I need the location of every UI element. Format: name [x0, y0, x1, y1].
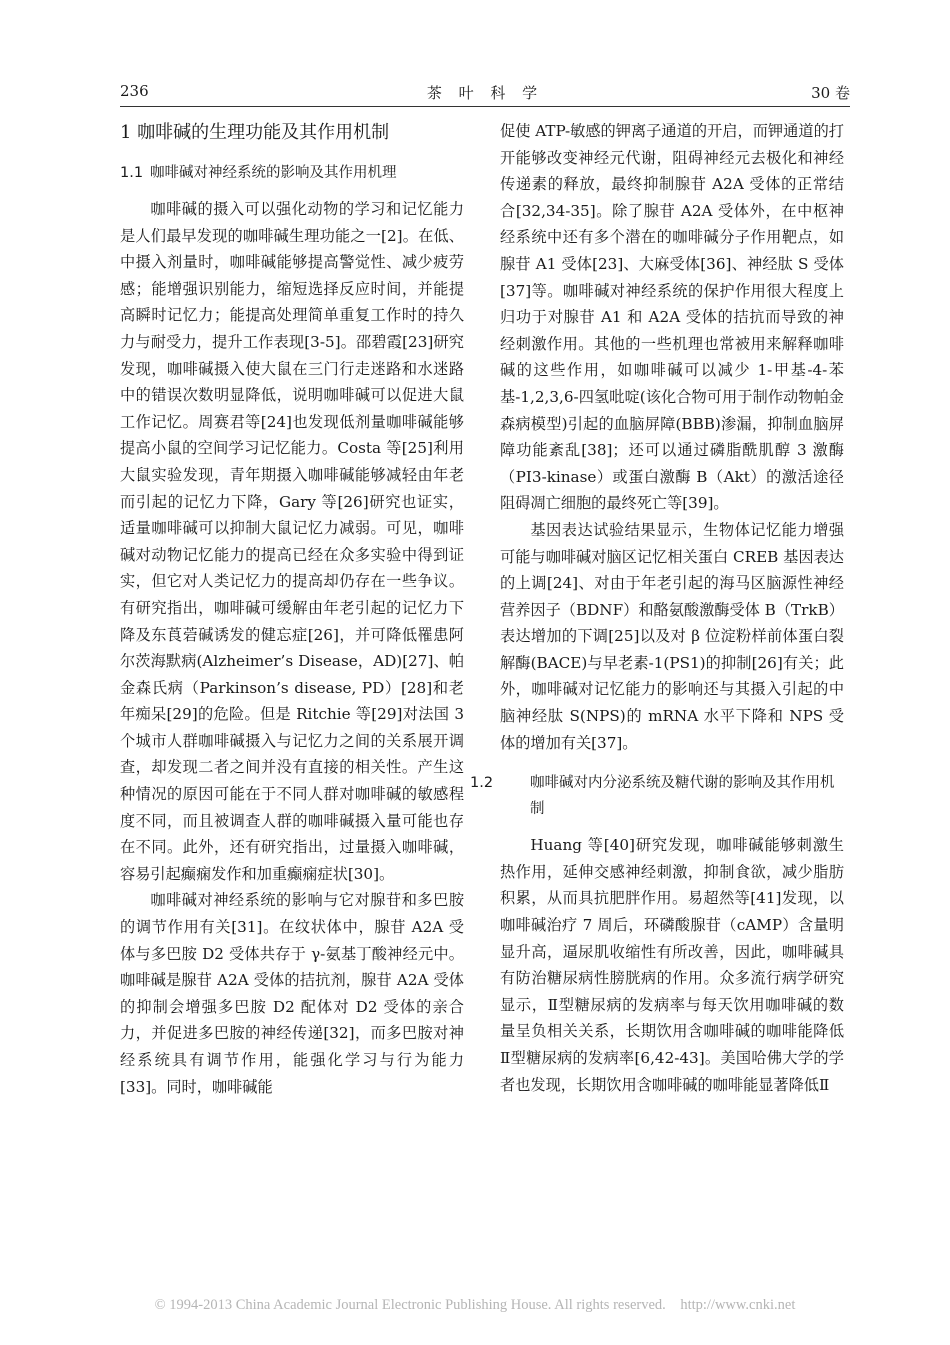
left-column: [120, 118, 464, 1100]
subsection-number: 1.1: [120, 165, 144, 181]
subsection-title: 咖啡碱对神经系统的影响及其作用机理: [150, 165, 397, 181]
subsection-number: 1.2: [470, 775, 494, 792]
paragraph: 咖啡碱的摄入可以强化动物的学习和记忆能力是人们最早发现的咖啡碱生理功能之一[2]。在低、中摄入剂量时，咖啡碱能够提高警觉性、减少疲劳感；能增强识别能力，缩短选择反应时间，并能提高瞬时记忆力；能提高处理简单重复工作时的持久力与耐受力，提升工作表现[3-5]。邵碧霞[23]研究发现，咖啡碱摄入使大鼠在三门行走迷路和水迷路中的错误次数明显降低，说明咖啡碱可以促进大鼠工作记忆。周赛君等[24]也发现低剂量咖啡碱能够提高小鼠的空间学习记忆能力。Costa 等[25]利用大鼠实验发现，青年期摄入咖啡碱能够减轻由年老而引起的记忆力下降，Gary 等[26]研究也证实，适量咖啡碱可以抑制大鼠记忆力减弱。可见，咖啡碱对动物记忆能力的提高已经在众多实验中得到证实，但它对人类记忆力的提高却仍存在一些争议。有研究指出，咖啡碱可缓解由年老引起的记忆力下降及东莨菪碱诱发的健忘症[26]，并可降低罹患阿尔茨海默病(Alzheimer’s Disease，AD)[27]、帕金森氏病（Parkinson’s disease, PD）[28]和老年痴呆[29]的危险。但是 Ritchie 等[29]对法国 3 个城市人群咖啡碱摄入与记忆力之间的关系展开调查，却发现二者之间并没有直接的相关性。产生这种情况的原因可能在于不同人群对咖啡碱的敏感程度不同，而且被调查人群的咖啡碱摄入量可能也存在不同。此外，还有研究指出，过量摄入咖啡碱，容易引起癫痫发作和加重癫痫症状[30]。: [120, 200, 464, 883]
paragraph: 咖啡碱对神经系统的影响与它对腺苷和多巴胺的调节作用有关[31]。在纹状体中，腺苷 A2A 受体与多巴胺 D2 受体共存于 γ-氨基丁酸神经元中。咖啡碱是腺苷 A2A 受体的拮抗剂，腺苷 A2A 受体的抑制会增强多巴胺 D2 配体对 D2 受体的亲合力，并促进多巴胺的神经传递[32]，而多巴胺对神经系统具有调节作用，能强化学习与行为能力[33]。同时，咖啡碱能: [120, 891, 464, 1096]
right-column: [470, 118, 844, 1098]
subsection-title: 咖啡碱对内分泌系统及糖代谢的影响及其作用机制: [530, 775, 835, 818]
section-heading: 1 咖啡碱的生理功能及其作用机制: [120, 122, 390, 143]
page-number: 236: [120, 82, 149, 100]
subsection-heading-1-1: [120, 160, 464, 186]
header-rule: [120, 106, 850, 107]
copyright-text: © 1994-2013 China Academic Journal Electronic Publishing House. All rights reserved.: [154, 1297, 666, 1313]
journal-title: 茶 叶 科 学: [426, 84, 544, 102]
paragraph: 促使 ATP-敏感的钾离子通道的开启，而钾通道的打开能够改变神经元代谢，阻碍神经元去极化和神经传递素的释放，最终抑制腺苷 A2A 受体的正常结合[32,34-35]。除了腺苷 A2A 受体外，在中枢神经系统中还有多个潜在的咖啡碱分子作用靶点，如腺苷 A1 受体[23]、大麻受体[36]、神经肽 S 受体[37]等。咖啡碱对神经系统的保护作用很大程度上归功于对腺苷 A1 和 A2A 受体的拮抗而导致的神经刺激作用。其他的一些机理也常被用来解释咖啡碱的这些作用，如咖啡碱可以减少 1-甲基-4-苯基-1,2,3,6-四氢吡啶(该化合物可用于制作动物帕金森病模型)引起的血脑屏障(BBB)渗漏，抑制血脑屏障功能紊乱[38]；还可以通过磷脂酰肌醇 3 激酶（PI3-kinase）或蛋白激酶 B（Akt）的激活途径阻碍凋亡细胞的最终死亡等[39]。: [500, 122, 844, 513]
paragraph: Huang 等[40]研究发现，咖啡碱能够刺激生热作用，延伸交感神经刺激，抑制食欲，减少脂肪积累，从而具抗肥胖作用。易超然等[41]发现，以咖啡碱治疗 7 周后，环磷酸腺苷（cAMP）含量明显升高，逼尿肌收缩性有所改善，因此，咖啡碱具有防治糖尿病性膀胱病的作用。众多流行病学研究显示，Ⅱ型糖尿病的发病率与每天饮用咖啡碱的数量呈负相关关系，长期饮用含咖啡碱的咖啡能降低Ⅱ型糖尿病的发病率[6,42-43]。美国哈佛大学的学者也发现，长期饮用含咖啡碱的咖啡能显著降低Ⅱ: [500, 836, 844, 1094]
subsection-heading-1-2: [470, 770, 844, 822]
copyright-footer: [0, 1297, 950, 1314]
volume-label: 30 卷: [811, 84, 850, 102]
paragraph: 基因表达试验结果显示，生物体记忆能力增强可能与咖啡碱对脑区记忆相关蛋白 CREB 基因表达的上调[24]、对由于年老引起的海马区脑源性神经营养因子（BDNF）和酪氨酸激酶受体 B（TrkB）表达增加的下调[25]以及对 β 位淀粉样前体蛋白裂解酶(BACE)与早老素-1(PS1)的抑制[26]有关；此外，咖啡碱对记忆能力的影响还与其摄入引起的中脑神经肽 S(NPS)的 mRNA 水平下降和 NPS 受体的增加有关[37]。: [500, 520, 844, 752]
cnki-link[interactable]: http://www.cnki.net: [680, 1297, 796, 1313]
